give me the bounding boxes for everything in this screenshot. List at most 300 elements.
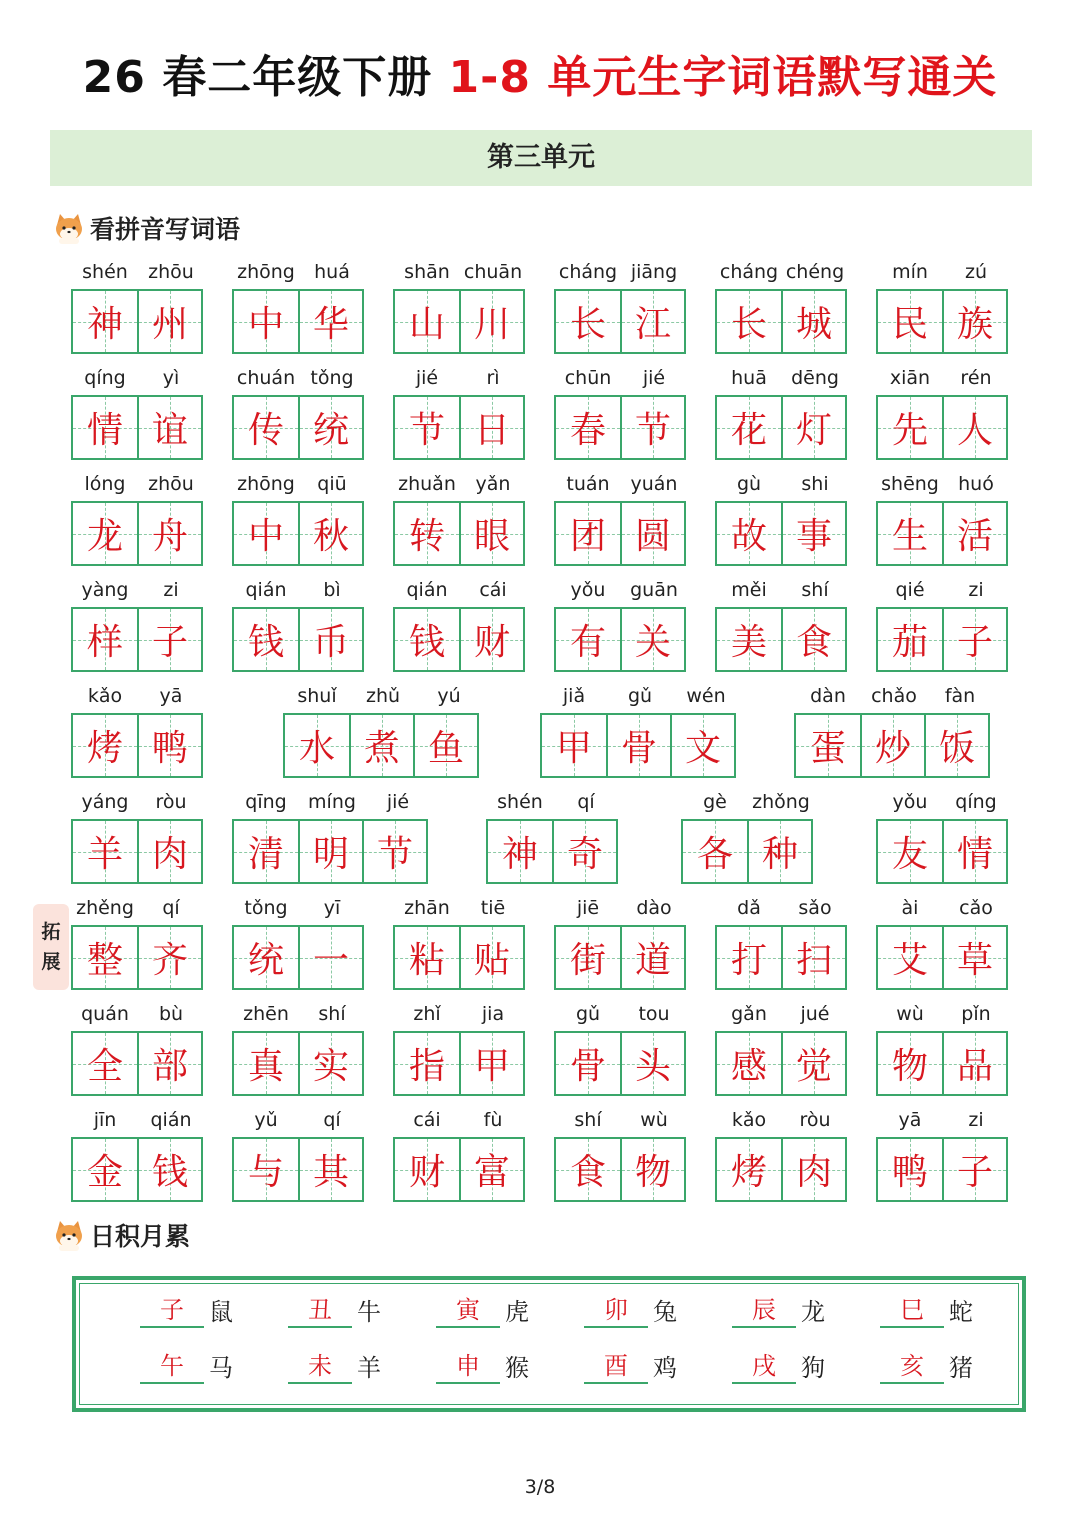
tianzige-grid	[393, 925, 525, 990]
tianzige-grid	[71, 1031, 203, 1096]
zodiac-pair	[436, 1292, 534, 1328]
hanzi-char: 文	[684, 728, 721, 769]
section-pinyin-words	[52, 208, 240, 248]
hanzi-char: 财	[408, 1152, 445, 1193]
word-item	[232, 470, 366, 566]
tianzige-cell	[137, 1139, 201, 1200]
tianzige-cell	[459, 1033, 523, 1094]
tianzige-grid	[715, 607, 847, 672]
pinyin-label: qiū	[317, 473, 347, 495]
pinyin-label: chūn	[564, 367, 612, 389]
pinyin-label: yā	[898, 1109, 922, 1131]
word-item	[794, 682, 994, 778]
word-item	[232, 258, 366, 354]
hanzi-char: 实	[312, 1046, 349, 1087]
pinyin-label: bù	[158, 1003, 184, 1025]
hanzi-char: 饭	[938, 728, 975, 769]
hanzi-char: 节	[408, 410, 445, 451]
pinyin-label: qián	[406, 579, 448, 601]
pinyin-label: qí	[323, 1109, 341, 1131]
hanzi-char: 子	[956, 1152, 993, 1193]
hanzi-char: 贴	[473, 940, 510, 981]
hanzi-char: 品	[956, 1046, 993, 1087]
tianzige-grid	[393, 1137, 525, 1202]
earthly-branch: 巳	[880, 1294, 944, 1328]
word-item	[681, 788, 815, 884]
hanzi-char: 龙	[86, 516, 123, 557]
tianzige-cell	[878, 821, 942, 882]
zodiac-animal: 鼠	[209, 1298, 233, 1326]
hanzi-char: 团	[569, 516, 606, 557]
pinyin-label: jié	[386, 791, 410, 813]
hanzi-char: 各	[696, 834, 733, 875]
tianzige-cell	[234, 1033, 298, 1094]
tianzige-grid	[794, 713, 990, 778]
word-item	[876, 1106, 1010, 1202]
tianzige-cell	[137, 821, 201, 882]
hanzi-char: 煮	[363, 728, 400, 769]
tianzige-grid	[232, 289, 364, 354]
pinyin-label: jīn	[93, 1109, 117, 1131]
hanzi-char: 粘	[408, 940, 445, 981]
hanzi-char: 圆	[634, 516, 671, 557]
hanzi-char: 情	[86, 410, 123, 451]
tianzige-grid	[71, 607, 203, 672]
tianzige-grid	[876, 925, 1008, 990]
tianzige-cell	[556, 503, 620, 564]
tianzige-cell	[620, 609, 684, 670]
pinyin-label: rén	[960, 367, 992, 389]
pinyin-label: gù	[736, 473, 762, 495]
hanzi-char: 艾	[891, 940, 928, 981]
tianzige-cell	[137, 927, 201, 988]
pinyin-label: guān	[630, 579, 678, 601]
tianzige-grid	[232, 1031, 364, 1096]
pinyin-label: quán	[81, 1003, 129, 1025]
hanzi-char: 关	[634, 622, 671, 663]
tianzige-cell	[878, 291, 942, 352]
hanzi-char: 神	[501, 834, 538, 875]
hanzi-char: 肉	[795, 1152, 832, 1193]
zodiac-box	[72, 1276, 1026, 1412]
tianzige-cell	[298, 927, 362, 988]
tianzige-grid	[232, 395, 364, 460]
pinyin-label: jiǎ	[562, 685, 586, 707]
hanzi-char: 感	[730, 1046, 767, 1087]
pinyin-label: yuán	[630, 473, 678, 495]
tianzige-grid	[876, 501, 1008, 566]
title-highlight: 1-8 单元生字词语默写通关	[448, 52, 998, 103]
tianzige-cell	[298, 291, 362, 352]
hanzi-char: 骨	[569, 1046, 606, 1087]
word-item	[554, 1000, 688, 1096]
tianzige-grid	[715, 925, 847, 990]
hanzi-char: 节	[376, 834, 413, 875]
hanzi-char: 中	[247, 304, 284, 345]
tianzige-cell	[878, 503, 942, 564]
tianzige-grid	[71, 713, 203, 778]
tianzige-cell	[234, 821, 298, 882]
tianzige-grid	[283, 713, 479, 778]
pinyin-label: yì	[162, 367, 180, 389]
word-item	[876, 894, 1010, 990]
hanzi-char: 谊	[151, 410, 188, 451]
pinyin-label: jiē	[576, 897, 600, 919]
tianzige-cell	[942, 397, 1006, 458]
word-item	[554, 258, 688, 354]
word-item	[71, 1106, 205, 1202]
word-item	[554, 364, 688, 460]
earthly-branch: 戌	[732, 1350, 796, 1384]
pinyin-label: zhōu	[148, 261, 194, 283]
pinyin-label: chǎo	[871, 685, 917, 707]
tianzige-grid	[232, 819, 428, 884]
tianzige-cell	[73, 1139, 137, 1200]
earthly-branch: 寅	[436, 1294, 500, 1328]
extension-tag-char: 拓	[41, 921, 61, 943]
pinyin-label: zhǒng	[752, 791, 810, 813]
pinyin-label: qíng	[955, 791, 997, 813]
pinyin-label: tǒng	[244, 897, 288, 919]
hanzi-char: 族	[956, 304, 993, 345]
tianzige-cell	[234, 503, 298, 564]
tianzige-cell	[362, 821, 426, 882]
hanzi-char: 眼	[473, 516, 510, 557]
hanzi-char: 秋	[312, 516, 349, 557]
pinyin-label: jié	[642, 367, 666, 389]
tianzige-cell	[924, 715, 988, 776]
tianzige-grid	[554, 1137, 686, 1202]
hanzi-char: 情	[956, 834, 993, 875]
hanzi-char: 与	[247, 1152, 284, 1193]
tianzige-grid	[393, 607, 525, 672]
word-item	[232, 576, 366, 672]
word-item	[71, 682, 205, 778]
hanzi-char: 舟	[151, 516, 188, 557]
word-item	[554, 576, 688, 672]
hanzi-char: 烤	[730, 1152, 767, 1193]
hanzi-char: 整	[86, 940, 123, 981]
tianzige-cell	[234, 927, 298, 988]
tianzige-cell	[620, 291, 684, 352]
tianzige-cell	[137, 291, 201, 352]
hanzi-char: 传	[247, 410, 284, 451]
hanzi-char: 有	[569, 622, 606, 663]
tianzige-cell	[556, 609, 620, 670]
hanzi-char: 甲	[473, 1046, 510, 1087]
hanzi-char: 真	[247, 1046, 284, 1087]
tianzige-grid	[393, 289, 525, 354]
pinyin-label: cháng	[558, 261, 618, 283]
hanzi-char: 炒	[874, 728, 911, 769]
pinyin-label: qīng	[245, 791, 287, 813]
pinyin-label: yáng	[81, 791, 129, 813]
hanzi-char: 春	[569, 410, 606, 451]
unit-title: 第三单元	[487, 142, 595, 173]
tianzige-cell	[234, 291, 298, 352]
pinyin-label: tuán	[566, 473, 610, 495]
hanzi-char: 金	[86, 1152, 123, 1193]
earthly-branch: 卯	[584, 1294, 648, 1328]
zodiac-animal: 龙	[801, 1298, 825, 1326]
pinyin-label: míng	[308, 791, 356, 813]
tianzige-grid	[71, 1137, 203, 1202]
tianzige-cell	[73, 291, 137, 352]
pinyin-label: tiē	[480, 897, 506, 919]
pinyin-label: xiān	[889, 367, 931, 389]
word-item	[715, 894, 849, 990]
hanzi-char: 钱	[247, 622, 284, 663]
zodiac-animal: 兔	[653, 1298, 677, 1326]
hanzi-char: 活	[956, 516, 993, 557]
tianzige-grid	[554, 395, 686, 460]
word-item	[876, 1000, 1010, 1096]
hanzi-char: 其	[312, 1152, 349, 1193]
extension-tag-char: 展	[41, 951, 61, 973]
hanzi-char: 长	[569, 304, 606, 345]
tianzige-cell	[395, 291, 459, 352]
pinyin-label: zhǔ	[365, 685, 401, 707]
extension-tag	[33, 904, 69, 990]
hanzi-char: 转	[408, 516, 445, 557]
pinyin-label: rì	[486, 367, 500, 389]
hanzi-char: 扫	[795, 940, 832, 981]
pinyin-label: cháng	[719, 261, 779, 283]
tianzige-cell	[717, 927, 781, 988]
tianzige-grid	[715, 1031, 847, 1096]
hanzi-char: 物	[891, 1046, 928, 1087]
hanzi-char: 明	[312, 834, 349, 875]
tianzige-cell	[298, 503, 362, 564]
section-title: 看拼音写词语	[90, 215, 241, 244]
hanzi-char: 物	[634, 1152, 671, 1193]
pinyin-label: wù	[640, 1109, 668, 1131]
pinyin-label: zhōng	[237, 261, 295, 283]
tianzige-cell	[781, 397, 845, 458]
tianzige-cell	[620, 503, 684, 564]
hanzi-char: 水	[298, 728, 335, 769]
tianzige-cell	[459, 927, 523, 988]
tianzige-cell	[796, 715, 860, 776]
hanzi-char: 烤	[86, 728, 123, 769]
word-item	[232, 788, 432, 884]
hanzi-char: 草	[956, 940, 993, 981]
hanzi-char: 打	[730, 940, 767, 981]
hanzi-char: 全	[86, 1046, 123, 1087]
tianzige-grid	[715, 289, 847, 354]
tianzige-cell	[413, 715, 477, 776]
tianzige-cell	[73, 715, 137, 776]
hanzi-char: 统	[247, 940, 284, 981]
tianzige-cell	[620, 397, 684, 458]
earthly-branch: 未	[288, 1350, 352, 1384]
hanzi-char: 友	[891, 834, 928, 875]
tianzige-cell	[942, 291, 1006, 352]
tianzige-grid	[232, 1137, 364, 1202]
hanzi-char: 奇	[566, 834, 603, 875]
zodiac-pair	[584, 1292, 682, 1328]
tianzige-grid	[876, 1137, 1008, 1202]
pinyin-label: dǎ	[737, 897, 761, 919]
pinyin-label: pǐn	[961, 1003, 991, 1025]
word-item	[876, 258, 1010, 354]
pinyin-label: mín	[892, 261, 928, 283]
pinyin-label: jué	[800, 1003, 830, 1025]
tianzige-cell	[781, 1139, 845, 1200]
hanzi-char: 人	[956, 410, 993, 451]
pinyin-label: ài	[901, 897, 919, 919]
tianzige-cell	[395, 397, 459, 458]
tianzige-cell	[620, 927, 684, 988]
tianzige-grid	[554, 925, 686, 990]
hanzi-char: 子	[151, 622, 188, 663]
tianzige-cell	[717, 503, 781, 564]
tianzige-cell	[670, 715, 734, 776]
hanzi-char: 故	[730, 516, 767, 557]
word-item	[715, 258, 849, 354]
pinyin-label: fàn	[944, 685, 976, 707]
pinyin-label: shuǐ	[297, 685, 337, 707]
pinyin-label: yǔ	[254, 1109, 278, 1131]
hanzi-char: 部	[151, 1046, 188, 1087]
tianzige-grid	[71, 501, 203, 566]
tianzige-grid	[715, 1137, 847, 1202]
pinyin-label: shí	[801, 579, 829, 601]
word-item	[393, 364, 527, 460]
word-item	[232, 1106, 366, 1202]
word-item	[554, 894, 688, 990]
hanzi-char: 头	[634, 1046, 671, 1087]
tianzige-cell	[459, 609, 523, 670]
zodiac-animal: 猴	[505, 1354, 529, 1382]
page-title	[0, 52, 1080, 104]
tianzige-cell	[942, 1033, 1006, 1094]
word-item	[715, 1106, 849, 1202]
word-item	[554, 1106, 688, 1202]
tianzige-cell	[73, 821, 137, 882]
tianzige-cell	[781, 609, 845, 670]
word-item	[71, 364, 205, 460]
pinyin-label: qié	[895, 579, 925, 601]
tianzige-grid	[681, 819, 813, 884]
tianzige-cell	[234, 397, 298, 458]
word-item	[393, 258, 527, 354]
hanzi-char: 肉	[151, 834, 188, 875]
earthly-branch: 午	[140, 1350, 204, 1384]
hanzi-char: 道	[634, 940, 671, 981]
hanzi-char: 样	[86, 622, 123, 663]
hanzi-char: 山	[408, 304, 445, 345]
hanzi-char: 神	[86, 304, 123, 345]
pinyin-label: kǎo	[87, 685, 123, 707]
tianzige-cell	[137, 397, 201, 458]
title-prefix: 26 春二年级下册	[82, 52, 449, 103]
tianzige-cell	[556, 1139, 620, 1200]
zodiac-animal: 蛇	[949, 1298, 973, 1326]
pinyin-label: zi	[968, 1109, 984, 1131]
tianzige-cell	[395, 927, 459, 988]
hanzi-char: 城	[795, 304, 832, 345]
zodiac-pair	[288, 1348, 386, 1384]
pinyin-label: cái	[479, 579, 507, 601]
earthly-branch: 申	[436, 1350, 500, 1384]
hanzi-char: 长	[730, 304, 767, 345]
earthly-branch: 亥	[880, 1350, 944, 1384]
pinyin-label: yǒu	[570, 579, 606, 601]
pinyin-label: qián	[245, 579, 287, 601]
pinyin-label: huā	[731, 367, 767, 389]
section-daily-accumulation	[52, 1215, 190, 1255]
pinyin-label: yǎn	[475, 473, 511, 495]
pinyin-label: shí	[574, 1109, 602, 1131]
pinyin-label: fù	[483, 1109, 503, 1131]
word-item	[715, 470, 849, 566]
tianzige-cell	[73, 1033, 137, 1094]
word-item	[393, 1000, 527, 1096]
tianzige-cell	[137, 715, 201, 776]
pinyin-label: kǎo	[731, 1109, 767, 1131]
zodiac-animal: 虎	[505, 1298, 529, 1326]
zodiac-pair	[436, 1348, 534, 1384]
tianzige-cell	[781, 503, 845, 564]
pinyin-label: yàng	[81, 579, 129, 601]
tianzige-cell	[942, 821, 1006, 882]
word-item	[232, 1000, 366, 1096]
tianzige-cell	[781, 927, 845, 988]
word-item	[876, 470, 1010, 566]
hanzi-char: 先	[891, 410, 928, 451]
tianzige-cell	[395, 1139, 459, 1200]
zodiac-animal: 羊	[357, 1354, 381, 1382]
tianzige-cell	[781, 291, 845, 352]
tianzige-cell	[717, 1139, 781, 1200]
word-item	[876, 788, 1010, 884]
hanzi-char: 统	[312, 410, 349, 451]
earthly-branch: 子	[140, 1294, 204, 1328]
tianzige-cell	[747, 821, 811, 882]
pinyin-label: qí	[162, 897, 180, 919]
tianzige-cell	[542, 715, 606, 776]
tianzige-grid	[71, 395, 203, 460]
pinyin-label: shān	[404, 261, 450, 283]
zodiac-animal: 牛	[357, 1298, 381, 1326]
word-item	[876, 364, 1010, 460]
tianzige-cell	[488, 821, 552, 882]
pinyin-label: zhōng	[237, 473, 295, 495]
pinyin-label: jiāng	[630, 261, 678, 283]
hanzi-char: 鱼	[427, 728, 464, 769]
hanzi-char: 种	[761, 834, 798, 875]
tianzige-cell	[683, 821, 747, 882]
hanzi-char: 财	[473, 622, 510, 663]
hanzi-char: 食	[795, 622, 832, 663]
tianzige-cell	[395, 609, 459, 670]
hanzi-char: 指	[408, 1046, 445, 1087]
tianzige-grid	[715, 395, 847, 460]
pinyin-label: zhǐ	[413, 1003, 441, 1025]
pinyin-label: dào	[636, 897, 672, 919]
tianzige-cell	[73, 397, 137, 458]
tianzige-cell	[620, 1139, 684, 1200]
hanzi-char: 清	[247, 834, 284, 875]
pinyin-label: zhōu	[148, 473, 194, 495]
tianzige-grid	[554, 607, 686, 672]
tianzige-cell	[878, 609, 942, 670]
hanzi-char: 茄	[891, 622, 928, 663]
tianzige-cell	[395, 503, 459, 564]
hanzi-char: 骨	[620, 728, 657, 769]
tianzige-cell	[459, 503, 523, 564]
